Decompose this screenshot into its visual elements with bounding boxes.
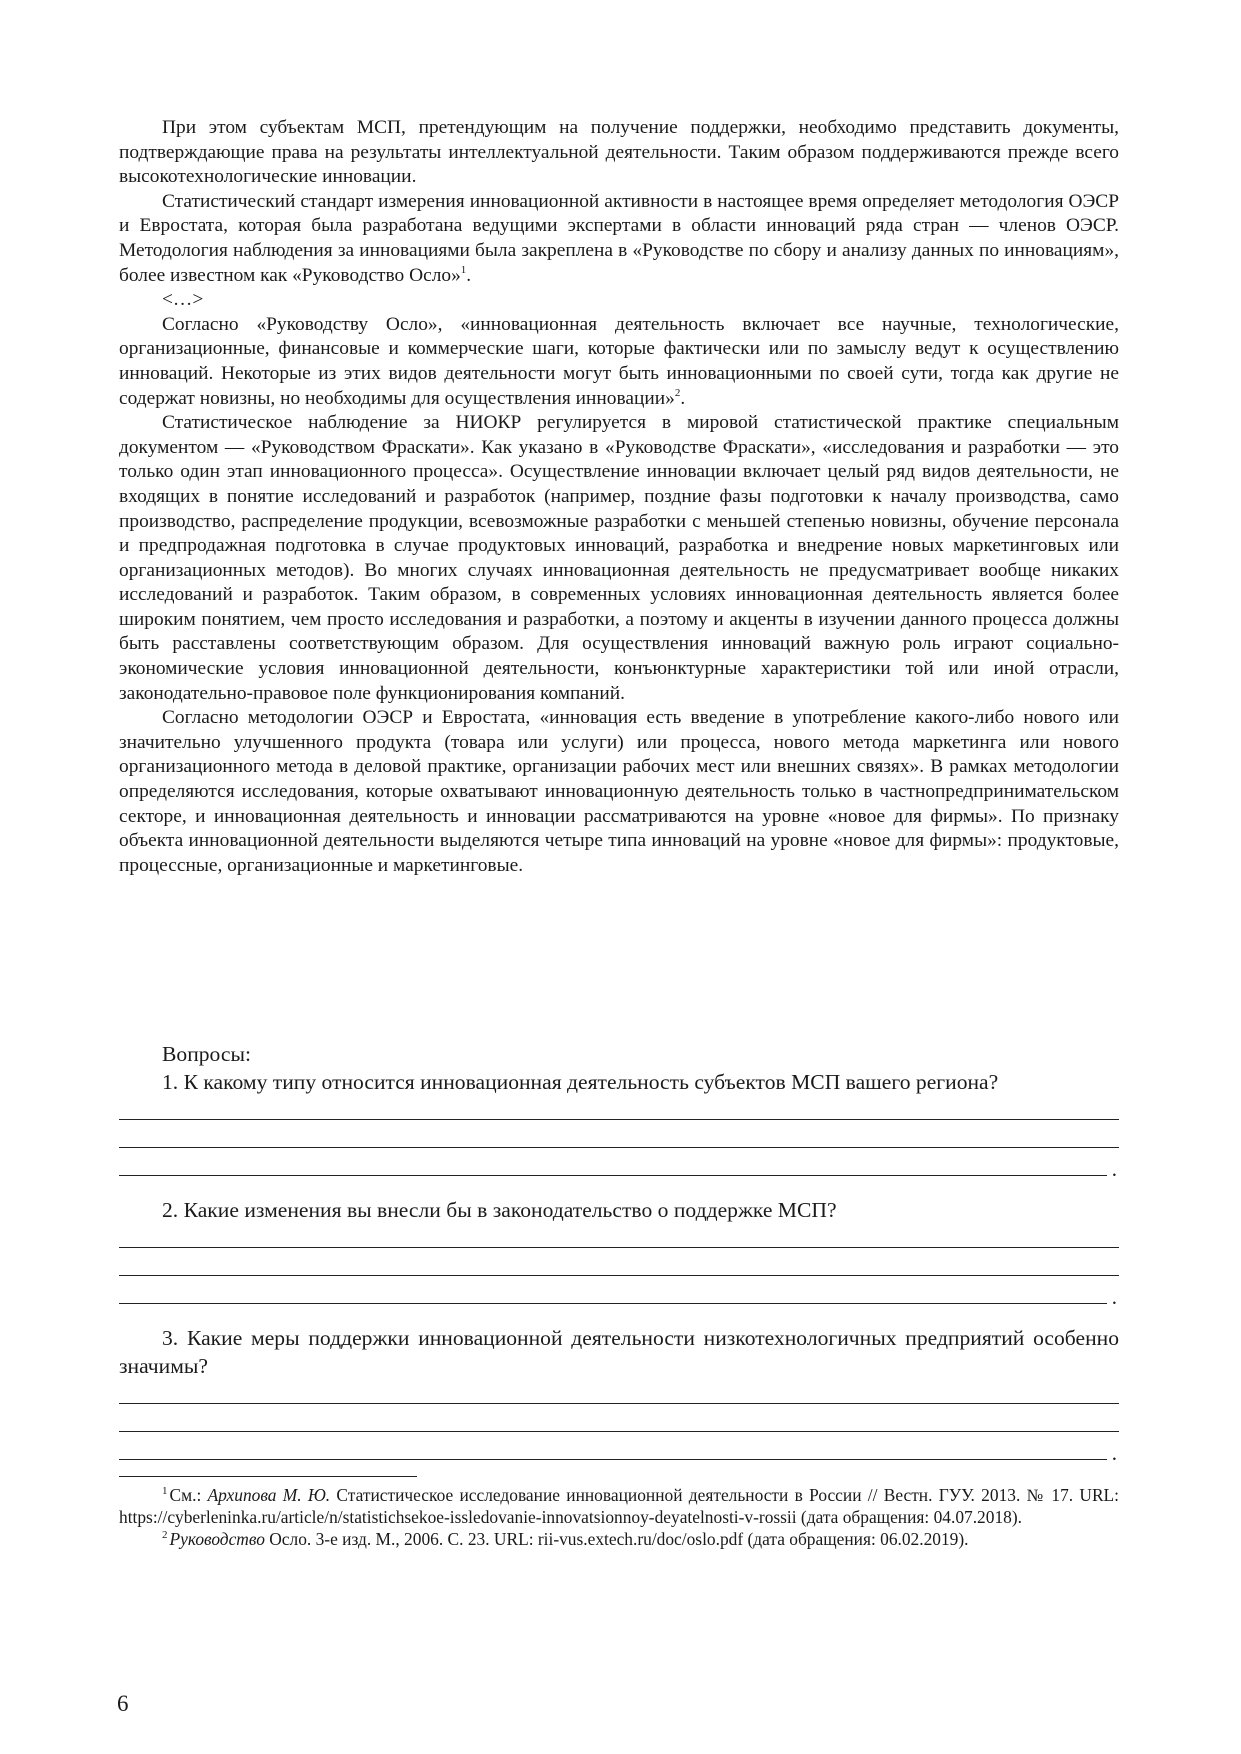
question-1: 1. К какому типу относится инновационная деятельность субъектов МСП вашего региона? xyxy=(162,1070,999,1094)
paragraph-1: При этом субъектам МСП, претендующим на получение поддержки, необходимо представить документы, подтверждающие права на результаты интеллектуальной деятельности. Таким образом поддерживаются прежде всего высокотехнологические инновации. xyxy=(119,117,1119,188)
questions-heading: Вопросы: xyxy=(162,1042,251,1066)
footnote-title: Руководство xyxy=(169,1529,265,1550)
answer-area-2[interactable] xyxy=(119,1226,1119,1310)
answer-line[interactable] xyxy=(119,1382,1119,1410)
footnote-2: $^2$ Руководство Осло. 3-е изд. М., 2006. С. 23. URL: rii-vus.extech.ru/doc/oslo.pdf (дата обращения: 06.02.2019). xyxy=(162,1529,969,1550)
footnote-separator xyxy=(119,1476,417,1477)
body-text xyxy=(119,116,1119,878)
paragraph-2: Статистический стандарт измерения инновационной активности в настоящее время определяет методология ОЭСР и Евростата, которая была разработана ведущими экспертами в области инноваций ряда стран — членов ОЭСР. Методология наблюдения за инновациями была закреплена в «Руководстве по сбору и анализу данных по инновациям», более известном как «Руководство Осло»$^1$. xyxy=(119,190,1119,286)
paragraph-5: Согласно методологии ОЭСР и Евростата, «инновация есть введение в употребление какого-либо нового или значительно улучшенного продукта (товара или услуги) или процесса, нового метода маркетинга или нового организационного метода в деловой практике, организации рабочих мест или внешних связях». В рамках методологии определяются исследования, которые охватывают инновационную деятельность только в частнопредпринимательском секторе, и инновационная деятельность и инновации рассматриваются на уровне «новое для фирмы». По признаку объекта инновационной деятельности выделяются четыре типа инноваций на уровне «новое для фирмы»: продуктовые, процессные, организационные и маркетинговые. xyxy=(119,707,1119,876)
answer-line[interactable] xyxy=(119,1438,1119,1466)
answer-line[interactable] xyxy=(119,1154,1119,1182)
questions-section xyxy=(119,1040,1119,1480)
answer-area-3[interactable] xyxy=(119,1382,1119,1466)
answer-line[interactable] xyxy=(119,1226,1119,1254)
answer-end-mark: . xyxy=(1111,1285,1117,1309)
paragraph-4: Статистическое наблюдение за НИОКР регулируется в мировой статистической практике специальным документом — «Руководством Фраскати». Как указано в «Руководстве Фраскати», «исследования и разработки — это только один этап инновационного процесса». Осуществление инновации включает целый ряд видов деятельности, не входящих в понятие исследований и разработок (например, поздние фазы подготовки к началу производства, само производство, распределение продукции, всевозможные разработки с меньшей степенью новизны, обучение персонала и предпродажная подготовка в случае продуктовых инноваций, разработка и внедрение новых маркетинговых или организационных методов). Во многих случаях инновационная деятельность не предусматривает вообще никаких исследований и разработок. Таким образом, в современных условиях инновационная деятельность является более широким понятием, чем просто исследования и разработки, а поэтому и акценты в изучении данного процесса должны быть расставлены соответствующим образом. Для осуществления инноваций важную роль играют социально-экономические условия инновационной деятельности, конъюнктурные характеристики той или иной отрасли, законодательно-правовое поле функционирования компаний. xyxy=(119,412,1119,704)
question-3: 3. Какие меры поддержки инновационной деятельности низкотехнологичных предприятий особенно значимы? xyxy=(119,1326,1119,1378)
paragraph-3: Согласно «Руководству Осло», «инновационная деятельность включает все научные, технологические, организационные, финансовые и коммерческие шаги, которые фактически или по замыслу ведут к осуществлению инноваций. Некоторые из этих видов деятельности могут быть инновационными по своей сути, тогда как другие не содержат новизны, но необходимы для осуществления инновации»$^2$. xyxy=(119,313,1119,409)
footnote-ref-1[interactable]: 1 xyxy=(460,263,467,276)
ellipsis-marker: <…> xyxy=(162,289,204,311)
footnote-author: Архипова М. Ю. xyxy=(207,1485,331,1505)
footnote-1: $^1$ См.: Архипова М. Ю. Статистическое исследование инновационной деятельности в России // Вестн. ГУУ. 2013. № 17. URL: https://cyberleninka.ru/article/n/statistichsekoe-issledovanie-innovatsionnoy-deyatelnosti-v-rossii (дата обращения: 04.07.2018). xyxy=(119,1485,1120,1528)
answer-end-mark: . xyxy=(1111,1157,1117,1181)
answer-line[interactable] xyxy=(119,1126,1119,1154)
answer-line[interactable] xyxy=(119,1098,1119,1126)
answer-line[interactable] xyxy=(119,1410,1119,1438)
page-number: 6 xyxy=(117,1691,129,1716)
footnote-ref-2[interactable]: 2 xyxy=(674,386,681,399)
answer-area-1[interactable] xyxy=(119,1098,1119,1182)
answer-line[interactable] xyxy=(119,1254,1119,1282)
answer-line[interactable] xyxy=(119,1282,1119,1310)
footnote-number: 1 xyxy=(162,1485,168,1497)
footnote-number: 2 xyxy=(162,1529,168,1542)
question-2: 2. Какие изменения вы внесли бы в законодательство о поддержке МСП? xyxy=(162,1198,837,1222)
footnotes xyxy=(119,1484,1119,1551)
answer-end-mark: . xyxy=(1111,1441,1117,1465)
